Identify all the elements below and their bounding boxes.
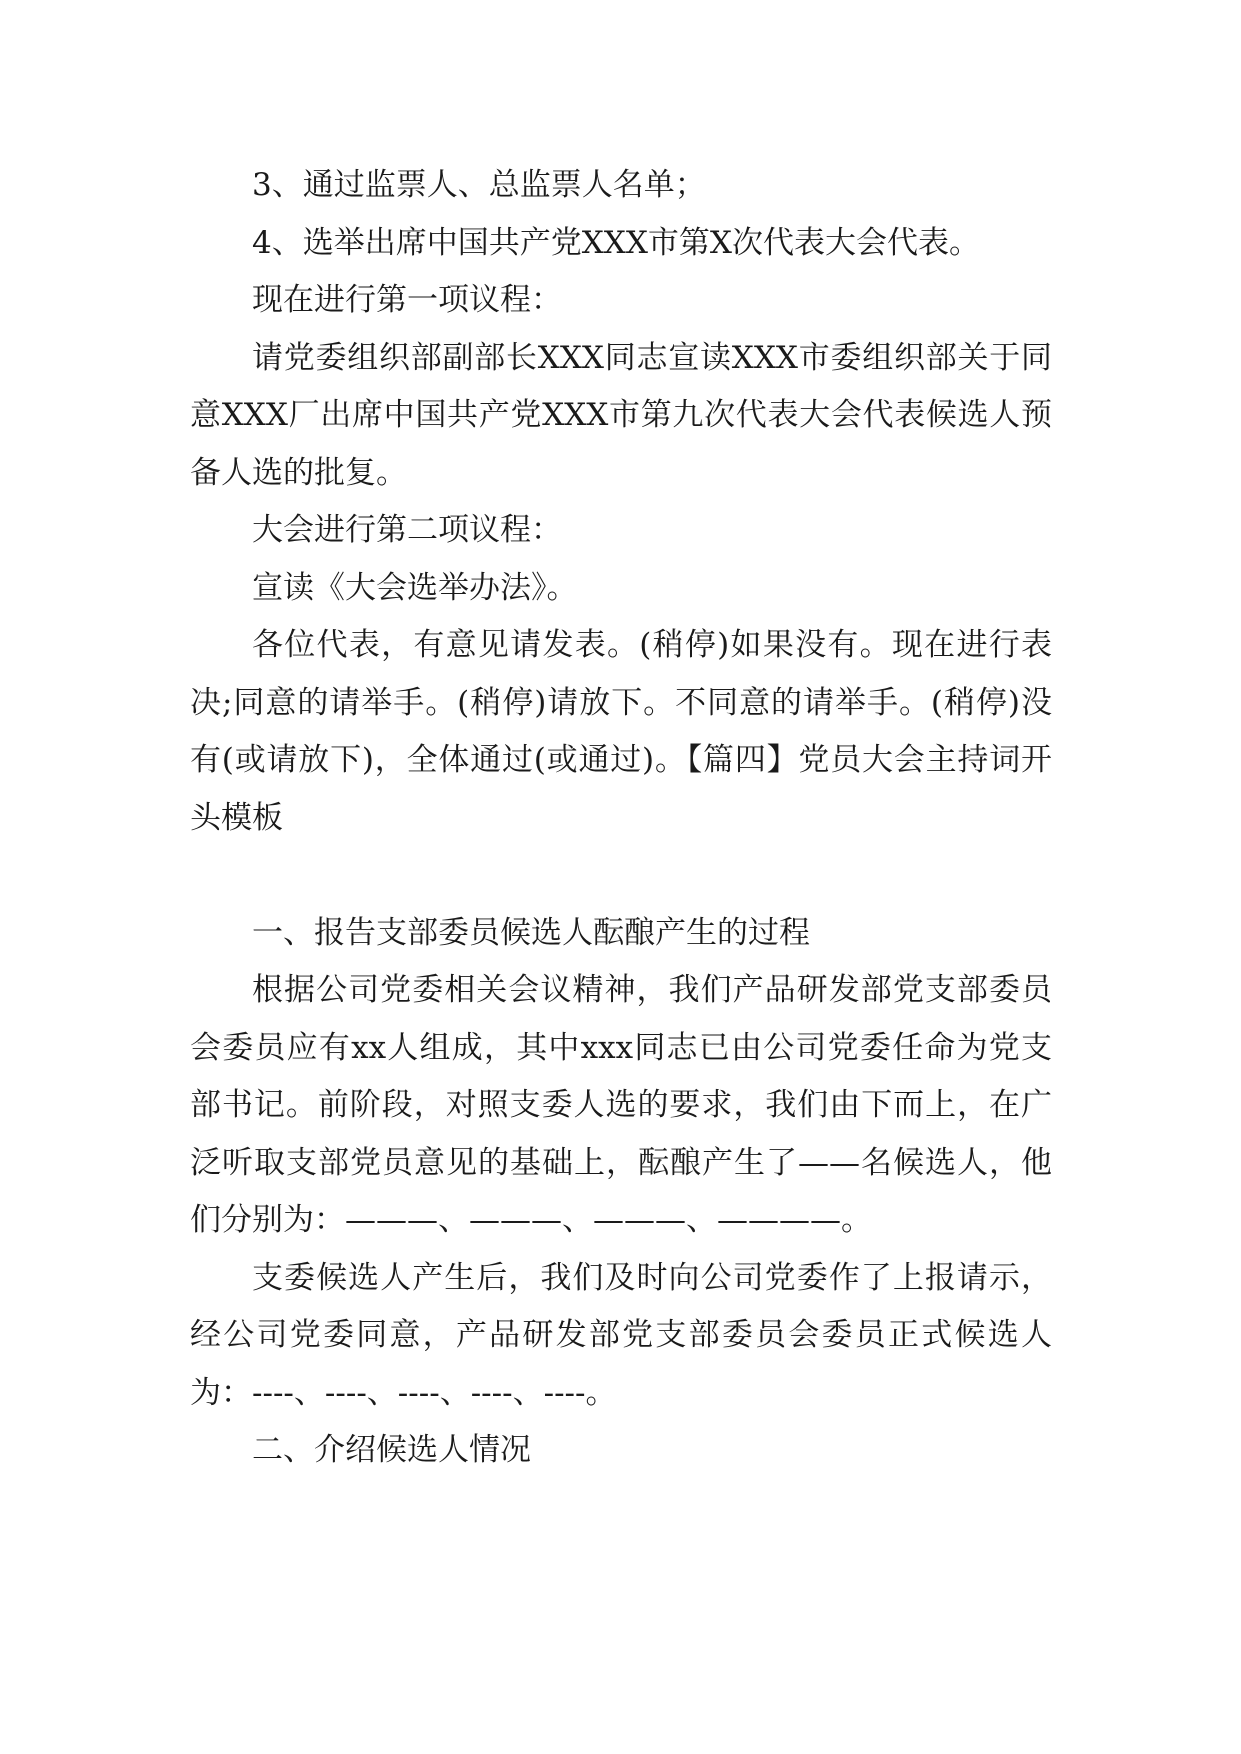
- voting-paragraph: 各位代表，有意见请发表。(稍停)如果没有。现在进行表决;同意的请举手。(稍停)请放下。不同意的请举手。(稍停)没有(或请放下)，全体通过(或通过)。【篇四】党员大会主持词开头模板: [190, 627, 1052, 836]
- section-one-report: 支委候选人产生后，我们及时向公司党委作了上报请示，经公司党委同意，产品研发部党支部委员会委员正式候选人为：----、----、----、----、----。: [190, 1259, 1052, 1411]
- section-two-heading: 二、介绍候选人情况: [252, 1432, 531, 1468]
- section-one-heading: 一、报告支部委员候选人酝酿产生的过程: [252, 914, 810, 951]
- second-agenda-content: 宣读《大会选举办法》。: [252, 569, 578, 606]
- section-one-body: 根据公司党委相关会议精神，我们产品研发部党支部委员会委员应有xx人组成，其中xxx同志已由公司党委任命为党支部书记。前阶段，对照支委人选的要求，我们由下而上，在广泛听取支部党员意见的基础上，酝酿产生了——名候选人，他们分别为：———、———、———、————。: [190, 972, 1052, 1238]
- first-agenda-content: 请党委组织部副部长XXX同志宣读XXX市委组织部关于同意XXX厂出席中国共产党XXX市第九次代表大会代表候选人预备人选的批复。: [190, 339, 1052, 491]
- first-agenda-intro: 现在进行第一项议程：: [252, 282, 562, 318]
- agenda-item-3: 3、通过监票人、总监票人名单；: [252, 167, 706, 203]
- section-gap: [190, 847, 1052, 905]
- second-agenda-intro: 大会进行第二项议程：: [252, 512, 562, 548]
- agenda-item-4: 4、选举出席中国共产党XXX市第X次代表大会代表。: [252, 224, 980, 261]
- document-body: [190, 157, 1052, 1480]
